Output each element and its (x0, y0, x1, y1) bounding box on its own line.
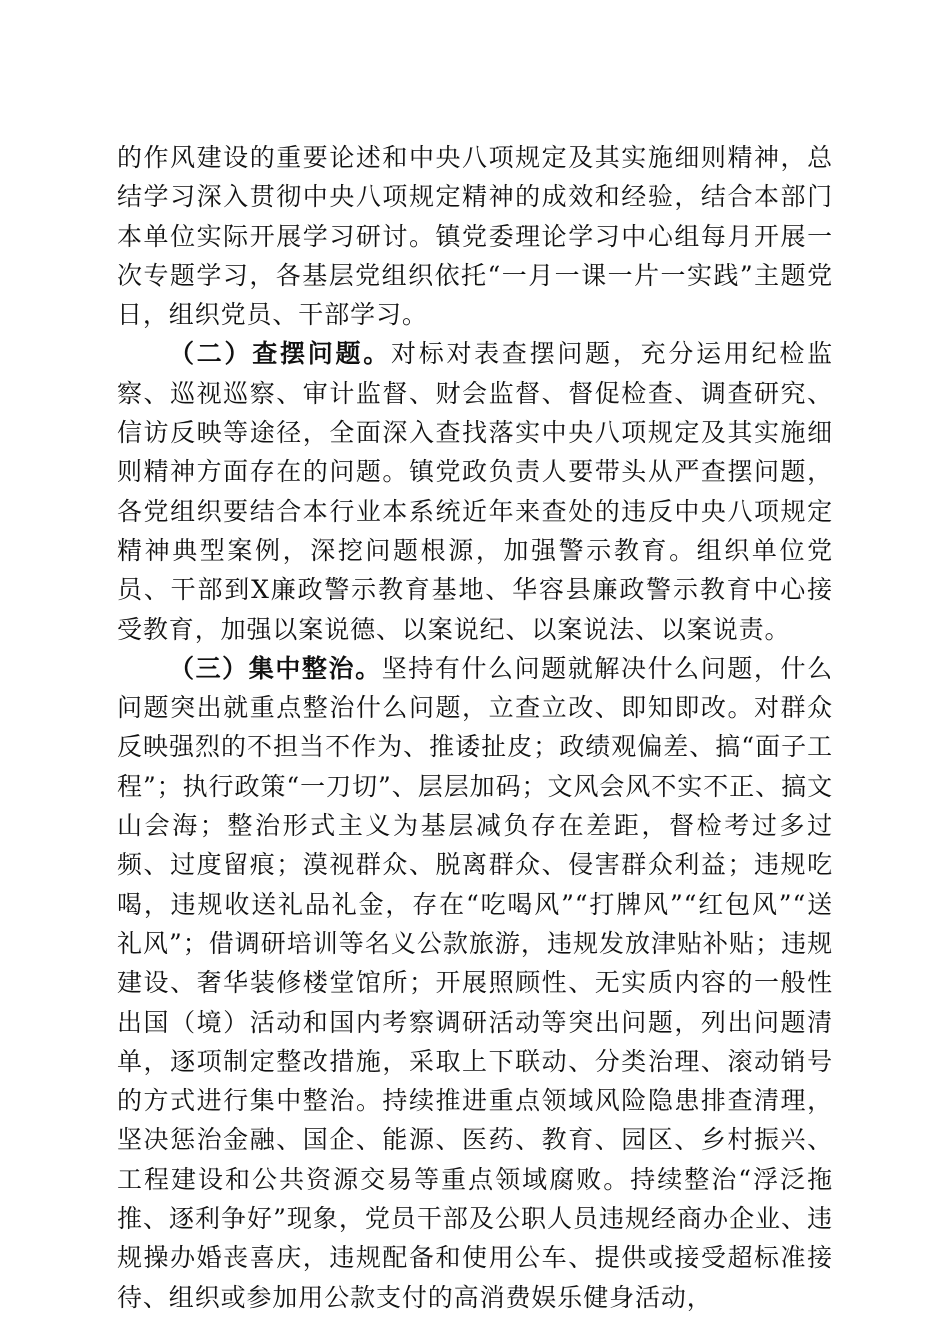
paragraph-continuation: 的作风建设的重要论述和中央八项规定及其实施细则精神，总结学习深入贯彻中央八项规定精神的成效和经验，结合本部门本单位实际开展学习研讨。镇党委理论学习中心组每月开展一次专题学习，各基层党组织依托“一月一课一片一实践”主题党日，组织党员、干部学习。 (117, 143, 833, 330)
paragraph-section-2 (117, 334, 833, 648)
section-2-body: 对标对表查摆问题，充分运用纪检监察、巡视巡察、审计监督、财会监督、督促检查、调查研究、信访反映等途径，全面深入查找落实中央八项规定及其实施细则精神方面存在的问题。镇党政负责人要带头从严查摆问题，各党组织要结合本行业本系统近年来查处的违反中央八项规定精神典型案例，深挖问题根源，加强警示教育。组织单位党员、干部到X廉政警示教育基地、华容县廉政警示教育中心接受教育，加强以案说德、以案说纪、以案说法、以案说责。 (117, 339, 834, 644)
section-2-heading: （二）查摆问题。 (169, 339, 391, 369)
paragraph-section-3 (117, 649, 833, 1317)
document-body (117, 138, 833, 1317)
section-3-body: 坚持有什么问题就解决什么问题，什么问题突出就重点整治什么问题，立查立改、即知即改。对群众反映强烈的不担当不作为、推诿扯皮；政绩观偏差、搞“面子工程”；执行政策“一刀切”、层层加码；文风会风不实不正、搞文山会海；整治形式主义为基层减负存在差距，督检考过多过频、过度留痕；漠视群众、脱离群众、侵害群众利益；违规吃喝，违规收送礼品礼金，存在“吃喝风”“打牌风”“红包风”“送礼风”；借调研培训等名义公款旅游，违规发放津贴补贴；违规建设、奢华装修楼堂馆所；开展照顾性、无实质内容的一般性出国（境）活动和国内考察调研活动等突出问题，列出问题清单，逐项制定整改措施，采取上下联动、分类治理、滚动销号的方式进行集中整治。持续推进重点领域风险隐患排查清理，坚决惩治金融、国企、能源、医药、教育、园区、乡村振兴、工程建设和公共资源交易等重点领域腐败。持续整治“浮泛拖推、逐利争好”现象，党员干部及公职人员违规经商办企业、违规操办婚丧喜庆，违规配备和使用公车、提供或接受超标准接待、组织或参加用公款支付的高消费娱乐健身活动， (117, 653, 833, 1312)
section-3-heading: （三）集中整治。 (169, 653, 382, 683)
